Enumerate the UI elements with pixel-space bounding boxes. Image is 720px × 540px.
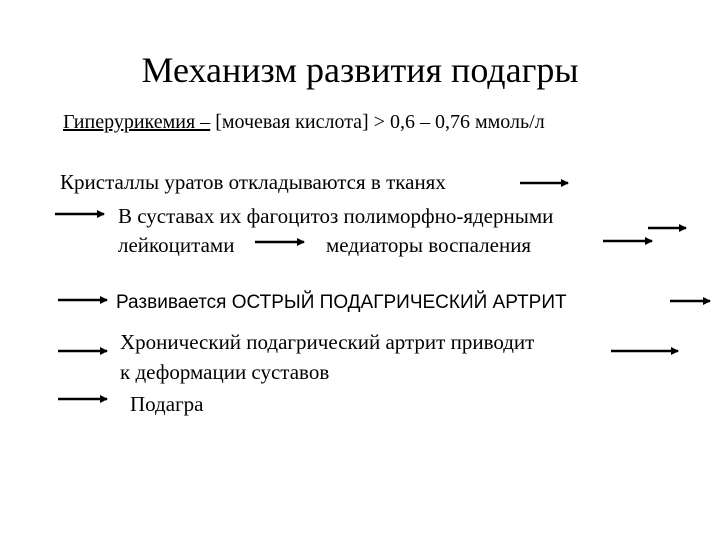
step-acute-arthritis: Развивается ОСТРЫЙ ПОДАГРИЧЕСКИЙ АРТРИТ <box>116 292 567 313</box>
slide-title: Механизм развития подагры <box>141 50 579 90</box>
step-crystals: Кристаллы уратов откладываются в тканях <box>60 170 446 194</box>
step-chronic-line1: Хронический подагрический артрит приводит <box>120 330 535 354</box>
step-gout: Подагра <box>130 392 204 416</box>
definition-line <box>63 112 545 132</box>
step-phagocytosis-line1: В суставах их фагоцитоз полиморфно-ядерными <box>118 204 554 228</box>
step-phagocytosis-line2: лейкоцитами <box>118 233 235 257</box>
step-mediators: медиаторы воспаления <box>326 233 532 257</box>
definition-text: [мочевая кислота] > 0,6 – 0,76 ммоль/л <box>215 111 545 133</box>
step-chronic-line2: к деформации суставов <box>120 360 330 384</box>
definition-term: Гиперурикемия – <box>63 111 211 133</box>
